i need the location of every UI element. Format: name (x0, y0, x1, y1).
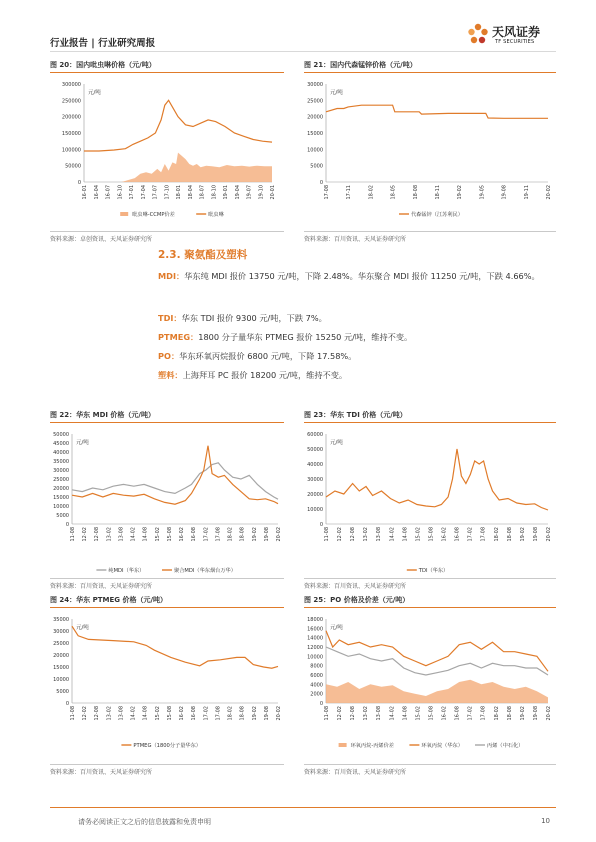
x-tick-label: 18-11 (435, 185, 441, 200)
figure-24 (50, 595, 284, 755)
series-line (72, 463, 278, 499)
x-tick-label: 13-08 (376, 527, 383, 542)
y-tick-label: 15000 (53, 495, 69, 501)
y-tick-label: 2000 (310, 691, 323, 698)
y-tick-label: 0 (65, 701, 69, 707)
unit-label: 元/吨 (330, 90, 343, 96)
x-tick-label: 12-02 (82, 527, 89, 542)
x-tick-label: 17-02 (203, 527, 210, 542)
x-tick-label: 11-08 (324, 527, 330, 542)
legend-label: 代森锰锌（江苏利民） (411, 212, 463, 218)
x-tick-label: 19-07 (246, 185, 253, 200)
x-tick-label: 16-02 (441, 706, 448, 721)
series-line (326, 449, 548, 510)
x-tick-label: 16-10 (117, 185, 124, 200)
figure-22 (50, 410, 284, 580)
y-tick-label: 30000 (53, 468, 69, 474)
figure-title-rule (304, 607, 556, 608)
x-tick-label: 18-10 (211, 185, 218, 200)
y-tick-label: 5000 (56, 513, 69, 519)
y-tick-label: 10000 (53, 504, 69, 510)
y-tick-label: 60000 (307, 432, 323, 438)
x-tick-label: 14-02 (130, 706, 137, 721)
figure-title: 图 22：华东 MDI 价格（元/吨） (50, 411, 155, 419)
chart-fig23 (304, 424, 556, 580)
unit-label: 元/吨 (330, 440, 343, 446)
y-tick-label: 12000 (307, 645, 323, 651)
x-tick-label: 17-02 (467, 706, 474, 721)
x-tick-label: 16-02 (179, 527, 186, 542)
x-tick-label: 11-08 (70, 527, 76, 542)
y-tick-label: 4000 (310, 682, 323, 689)
paragraph-text: 上海拜耳 PC 报价 18200 元/吨，维持不变。 (182, 370, 348, 380)
x-tick-label: 14-08 (402, 706, 409, 721)
x-tick-label: 17-01 (129, 185, 135, 200)
logo-text-cn: 天风证券 (492, 25, 541, 39)
x-tick-label: 20-02 (276, 527, 282, 542)
y-tick-label: 20000 (53, 486, 69, 492)
y-tick-label: 50000 (65, 163, 81, 170)
legend-swatch (339, 743, 347, 747)
x-tick-label: 17-10 (164, 185, 171, 200)
x-tick-label: 17-08 (480, 527, 487, 542)
x-tick-label: 19-02 (251, 706, 258, 721)
x-tick-label: 20-02 (546, 706, 552, 721)
y-tick-label: 10000 (53, 677, 69, 683)
paragraph-plastic (158, 368, 556, 382)
chart-fig21 (304, 74, 556, 224)
figure-21 (304, 60, 556, 244)
x-tick-label: 13-08 (118, 706, 125, 721)
figure-title: 图 20：国内吡虫啉价格（元/吨） (50, 61, 156, 69)
y-tick-label: 30000 (307, 82, 323, 88)
x-tick-label: 13-02 (106, 527, 113, 542)
x-tick-label: 12-08 (94, 706, 101, 721)
x-tick-label: 16-02 (179, 706, 186, 721)
y-tick-label: 10000 (307, 507, 323, 513)
x-tick-label: 19-05 (479, 185, 486, 200)
y-tick-label: 15000 (53, 665, 69, 671)
y-tick-label: 50000 (307, 447, 323, 453)
source-rule (304, 231, 556, 232)
x-tick-label: 18-02 (227, 527, 234, 542)
x-tick-label: 14-02 (389, 527, 396, 542)
source-rule (304, 764, 556, 765)
y-tick-label: 35000 (53, 459, 69, 465)
x-tick-label: 12-02 (337, 706, 344, 721)
source-rule (50, 578, 284, 579)
x-tick-label: 16-08 (191, 527, 198, 542)
x-tick-label: 13-02 (363, 527, 370, 542)
figure-20 (50, 60, 284, 244)
legend-label: 丙烯（中石化） (487, 743, 524, 749)
paragraph-text: 华东 TDI 报价 9300 元/吨，下跌 7%。 (181, 313, 327, 323)
x-tick-label: 15-02 (415, 706, 422, 721)
legend-label: 环氧丙烷-丙烯价差 (350, 743, 394, 749)
source-note: 资料来源：百川资讯、天风证券研究所 (304, 583, 407, 590)
x-tick-label: 16-07 (105, 185, 112, 200)
y-tick-label: 200000 (61, 114, 81, 121)
unit-label: 元/吨 (88, 90, 101, 96)
series-area (326, 680, 548, 703)
legend-label: TDI（华东） (418, 568, 449, 574)
paragraph-label: TDI： (158, 313, 182, 323)
figure-title-rule (304, 422, 556, 423)
y-tick-label: 300000 (61, 82, 81, 88)
figure-23 (304, 410, 556, 580)
figure-title: 图 21：国内代森锰锌价格（元/吨） (304, 61, 417, 69)
x-tick-label: 15-08 (166, 527, 173, 542)
x-tick-label: 19-08 (501, 185, 508, 200)
paragraph-text: 华东纯 MDI 报价 13750 元/吨，下降 2.48%。华东聚合 MDI 报价 11250 元/吨，下跌 4.66%。 (184, 271, 540, 281)
x-tick-label: 12-08 (350, 527, 357, 542)
y-tick-label: 10000 (307, 147, 323, 154)
x-tick-label: 16-04 (93, 185, 100, 200)
x-tick-label: 11-08 (324, 706, 330, 721)
y-tick-label: 25000 (307, 98, 323, 105)
y-tick-label: 15000 (307, 131, 323, 137)
x-tick-label: 18-08 (412, 185, 419, 200)
y-tick-label: 150000 (61, 131, 81, 137)
x-tick-label: 19-01 (223, 185, 229, 200)
footer-disclaimer: 请务必阅读正文之后的信息披露和免责申明 (78, 818, 211, 826)
y-tick-label: 35000 (53, 617, 69, 623)
source-note: 资料来源：百川资讯、天风证券研究所 (304, 769, 407, 776)
x-tick-label: 17-11 (346, 185, 353, 200)
y-tick-label: 5000 (310, 163, 323, 170)
y-tick-label: 5000 (56, 689, 69, 695)
x-tick-label: 17-08 (324, 185, 330, 200)
y-tick-label: 250000 (61, 98, 81, 105)
x-tick-label: 14-08 (402, 527, 409, 542)
y-tick-label: 0 (319, 180, 323, 186)
x-tick-label: 15-08 (428, 527, 435, 542)
x-tick-label: 12-02 (337, 527, 344, 542)
x-tick-label: 18-04 (187, 185, 194, 200)
unit-label: 元/吨 (76, 625, 89, 631)
x-tick-label: 17-04 (140, 185, 147, 200)
source-note: 资料来源：百川资讯、天风证券研究所 (304, 236, 407, 243)
y-tick-label: 20000 (53, 653, 69, 659)
x-tick-label: 11-08 (70, 706, 76, 721)
y-tick-label: 10000 (307, 654, 323, 661)
x-tick-label: 17-02 (203, 706, 210, 721)
x-tick-label: 14-02 (389, 706, 396, 721)
chart-fig22 (50, 424, 284, 580)
x-tick-label: 18-07 (199, 185, 206, 200)
x-tick-label: 18-02 (368, 185, 375, 200)
x-tick-label: 19-02 (251, 527, 258, 542)
y-tick-label: 40000 (307, 462, 323, 468)
legend-label: 环氧丙烷（华东） (421, 743, 463, 749)
x-tick-label: 18-02 (493, 706, 500, 721)
series-line (72, 446, 278, 505)
y-tick-label: 0 (319, 701, 323, 707)
series-line (72, 626, 278, 668)
y-tick-label: 45000 (53, 441, 69, 447)
section-title: 2.3. 聚氨酯及塑料 (158, 249, 248, 261)
paragraph-po (158, 349, 556, 363)
x-tick-label: 14-08 (142, 527, 149, 542)
y-tick-label: 100000 (61, 147, 81, 154)
y-tick-label: 18000 (307, 617, 323, 623)
x-tick-label: 15-02 (415, 527, 422, 542)
x-tick-label: 13-02 (106, 706, 113, 721)
x-tick-label: 18-01 (176, 185, 182, 200)
y-tick-label: 25000 (53, 477, 69, 483)
figure-title: 图 25：PO 价格及价差（元/吨） (304, 596, 410, 604)
figure-title-rule (304, 72, 556, 73)
x-tick-label: 17-02 (467, 527, 474, 542)
x-tick-label: 18-05 (390, 185, 397, 200)
x-tick-label: 12-08 (350, 706, 357, 721)
x-tick-label: 20-01 (270, 185, 276, 200)
x-tick-label: 12-08 (94, 527, 101, 542)
figure-title-rule (50, 72, 284, 73)
x-tick-label: 16-08 (454, 527, 461, 542)
series-line (326, 105, 548, 118)
x-tick-label: 19-08 (263, 706, 270, 721)
x-tick-label: 18-08 (239, 527, 246, 542)
x-tick-label: 15-08 (428, 706, 435, 721)
figure-25 (304, 595, 556, 755)
x-tick-label: 19-02 (519, 527, 526, 542)
y-tick-label: 8000 (310, 663, 323, 670)
x-tick-label: 20-02 (276, 706, 282, 721)
x-tick-label: 18-08 (506, 706, 513, 721)
paragraph-text: 1800 分子量华东 PTMEG 报价 15250 元/吨，维持不变。 (198, 332, 413, 342)
x-tick-label: 19-08 (532, 527, 539, 542)
y-tick-label: 0 (77, 180, 81, 186)
x-tick-label: 13-02 (363, 706, 370, 721)
chart-fig25 (304, 609, 556, 755)
y-tick-label: 0 (65, 522, 69, 528)
x-tick-label: 14-08 (142, 706, 149, 721)
legend-label: 纯MDI（华东） (108, 568, 145, 574)
unit-label: 元/吨 (76, 440, 89, 446)
x-tick-label: 19-10 (258, 185, 265, 200)
source-rule (50, 764, 284, 765)
y-tick-label: 20000 (307, 114, 323, 121)
paragraph-label: PO： (158, 351, 180, 361)
x-tick-label: 19-08 (263, 527, 270, 542)
x-tick-label: 18-08 (506, 527, 513, 542)
paragraph-text: 华东环氧丙烷报价 6800 元/吨，下降 17.58%。 (179, 351, 357, 361)
x-tick-label: 15-08 (166, 706, 173, 721)
x-tick-label: 18-08 (239, 706, 246, 721)
legend-label: PTMEG（1800分子量华东） (133, 743, 201, 749)
x-tick-label: 17-08 (215, 706, 222, 721)
x-tick-label: 20-02 (546, 185, 552, 200)
x-tick-label: 19-02 (519, 706, 526, 721)
x-tick-label: 16-01 (82, 185, 88, 200)
legend-label: 聚合MDI（华东烟台万华） (174, 568, 236, 574)
x-tick-label: 15-02 (154, 706, 161, 721)
x-tick-label: 19-02 (457, 185, 464, 200)
legend-label: 吡虫啉 (208, 212, 224, 218)
x-tick-label: 14-02 (130, 527, 137, 542)
x-tick-label: 18-02 (227, 706, 234, 721)
y-tick-label: 6000 (310, 673, 323, 679)
figure-title-rule (50, 422, 284, 423)
x-tick-label: 18-02 (493, 527, 500, 542)
report-header-title: 行业报告 | 行业研究周报 (50, 38, 156, 49)
y-tick-label: 50000 (53, 432, 69, 438)
y-tick-label: 16000 (307, 626, 323, 633)
y-tick-label: 25000 (53, 641, 69, 647)
source-note: 资料来源：百川资讯、天风证券研究所 (50, 769, 153, 776)
paragraph-tdi (158, 311, 556, 325)
y-tick-label: 30000 (307, 477, 323, 483)
x-tick-label: 17-07 (152, 185, 159, 200)
x-tick-label: 19-04 (234, 185, 241, 200)
source-rule (304, 578, 556, 579)
paragraph-mdi (158, 269, 556, 283)
x-tick-label: 17-08 (215, 527, 222, 542)
footer-divider (50, 807, 556, 808)
legend-swatch (120, 212, 128, 216)
x-tick-label: 15-02 (154, 527, 161, 542)
x-tick-label: 20-02 (546, 527, 552, 542)
x-tick-label: 12-02 (82, 706, 89, 721)
y-tick-label: 0 (319, 522, 323, 528)
logo-text-en: TF SECURITIES (495, 39, 535, 45)
x-tick-label: 19-08 (532, 706, 539, 721)
source-note: 资料来源：百川资讯、天风证券研究所 (50, 583, 153, 590)
x-tick-label: 17-08 (480, 706, 487, 721)
x-tick-label: 19-11 (523, 185, 530, 200)
source-note: 资料来源：卓创资讯、天风证券研究所 (50, 236, 153, 243)
header-divider (50, 51, 556, 52)
figure-title: 图 23：华东 TDI 价格（元/吨） (304, 411, 407, 419)
paragraph-label: PTMEG： (158, 332, 199, 342)
series-area (84, 153, 272, 182)
unit-label: 元/吨 (330, 625, 343, 631)
x-tick-label: 13-08 (118, 527, 125, 542)
page-number: 10 (541, 817, 550, 825)
paragraph-label: MDI： (158, 271, 185, 281)
figure-title-rule (50, 607, 284, 608)
legend-label: 吡虫啉-CCMP价差 (132, 212, 175, 218)
y-tick-label: 30000 (53, 629, 69, 635)
source-rule (50, 231, 284, 232)
y-tick-label: 20000 (307, 492, 323, 498)
series-line (84, 100, 272, 151)
paragraph-ptmeg (158, 330, 556, 344)
x-tick-label: 16-02 (441, 527, 448, 542)
x-tick-label: 13-08 (376, 706, 383, 721)
chart-fig20 (50, 74, 284, 224)
chart-fig24 (50, 609, 284, 755)
x-tick-label: 16-08 (454, 706, 461, 721)
y-tick-label: 40000 (53, 450, 69, 456)
x-tick-label: 16-08 (191, 706, 198, 721)
paragraph-label: 塑料： (158, 370, 183, 380)
y-tick-label: 14000 (307, 635, 323, 642)
figure-title: 图 24：华东 PTMEG 价格（元/吨） (50, 596, 168, 604)
